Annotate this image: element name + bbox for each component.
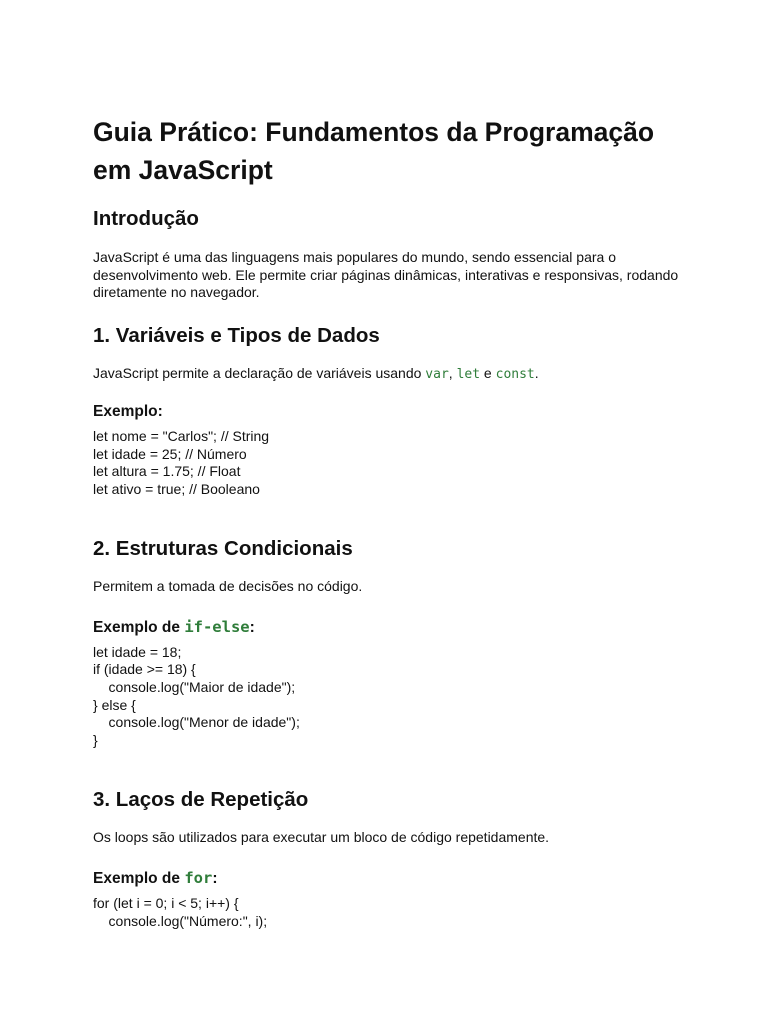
section2-code-block [93,644,693,750]
keyword-const: const [495,366,535,382]
document-title: Guia Prático: Fundamentos da Programação em JavaScript [93,117,655,185]
section2-example-label [93,617,693,638]
section1-heading: 1. Variáveis e Tipos de Dados [93,323,380,347]
document-page [93,113,693,930]
separator: e [480,364,496,381]
code-line: for (let i = 0; i < 5; i++) { [93,894,239,911]
keyword-for: for [184,868,213,887]
intro-heading: Introdução [93,207,199,230]
code-line: console.log("Maior de idade"); [93,679,296,696]
code-line: let idade = 18; [93,643,182,660]
code-line: } [93,731,98,748]
section1-text-before: JavaScript permite a declaração de variáveis usando [93,364,426,381]
code-line: if (idade >= 18) { [93,661,196,678]
example-suffix: : [212,869,218,887]
example-prefix: Exemplo de [93,618,185,636]
section3-example-label [93,868,693,889]
keyword-let: let [456,366,481,382]
section1-text-after: . [534,364,539,381]
section2-heading: 2. Estruturas Condicionais [93,537,353,561]
section3-code-block [93,895,693,930]
section1-paragraph [93,365,693,384]
code-line: } else { [93,696,136,713]
code-line: console.log("Menor de idade"); [93,714,300,731]
intro-paragraph: JavaScript é uma das linguagens mais populares do mundo, sendo essencial para o desenvolvimento web. Ele permite criar páginas dinâmicas, interativas e responsivas, rodando diretamente no navegador. [93,249,679,300]
example-suffix: : [249,618,255,636]
code-line: let altura = 1.75; // Float [93,463,241,480]
section3-heading: 3. Laços de Repetição [93,788,309,812]
section2-paragraph: Permitem a tomada de decisões no código. [93,578,363,595]
code-line: console.log("Número:", i); [93,912,268,929]
section1-example-label: Exemplo: [93,403,163,420]
code-line: let nome = "Carlos"; // String [93,428,270,444]
code-line: let ativo = true; // Booleano [93,480,260,497]
code-line: let idade = 25; // Número [93,445,247,462]
example-prefix: Exemplo de [93,869,185,887]
section1-code-block [93,428,693,498]
keyword-if-else: if-else [184,617,250,636]
section3-paragraph: Os loops são utilizados para executar um bloco de código repetidamente. [93,829,550,846]
separator: , [448,364,457,381]
keyword-var: var [425,366,449,382]
